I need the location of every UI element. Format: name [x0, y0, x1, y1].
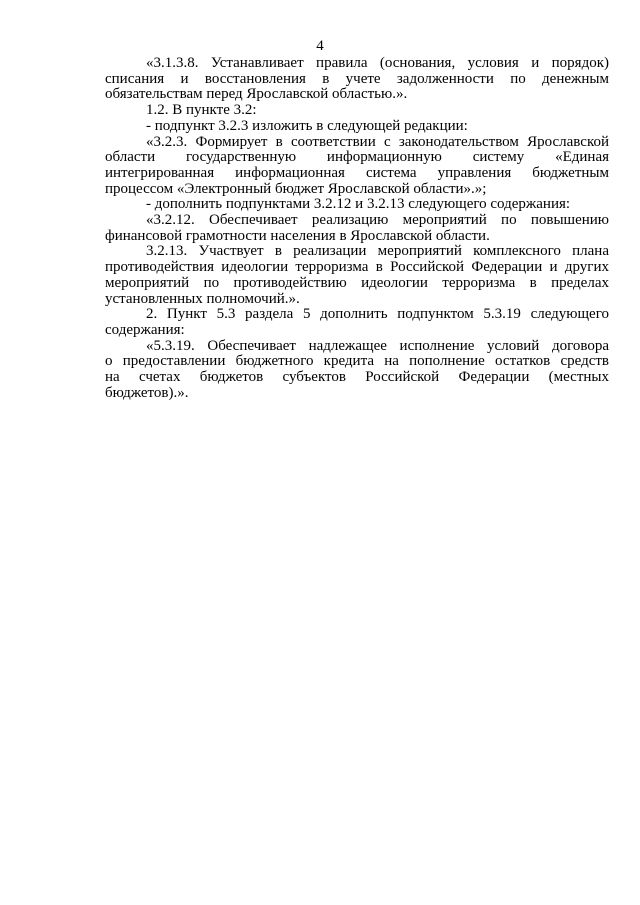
- text-line: «3.1.3.8. Устанавливает правила (основания, условия и порядок): [146, 55, 609, 71]
- text-line: «3.2.12. Обеспечивает реализацию мероприятий по повышению: [146, 212, 609, 229]
- text-line: мероприятий по противодействию идеологии терроризма в пределах: [105, 274, 609, 291]
- document-body: [105, 56, 609, 401]
- text-line: «3.2.3. Формирует в соответствии с законодательством Ярославской: [146, 133, 609, 150]
- paragraph-1-2: [105, 103, 609, 119]
- text-line: области государственную информационную систему «Единая: [105, 149, 609, 166]
- text-line: - дополнить подпунктами 3.2.12 и 3.2.13 следующего содержания:: [146, 196, 571, 213]
- paragraph-3-2-12: [105, 213, 609, 244]
- page-number: 4: [316, 38, 324, 54]
- text-line: «5.3.19. Обеспечивает надлежащее исполнение условий договора: [146, 337, 609, 354]
- text-line: 3.2.13. Участвует в реализации мероприятий комплексного плана: [146, 243, 609, 260]
- text-line: бюджетов).».: [105, 384, 189, 401]
- text-line: содержания:: [105, 321, 185, 338]
- paragraph-3-2-3: [105, 135, 609, 198]
- text-line: процессом «Электронный бюджет Ярославской области».»;: [105, 180, 487, 197]
- text-line: интегрированная информационная система управления бюджетным: [105, 164, 609, 181]
- paragraph-add-subpoints: [105, 197, 609, 213]
- text-line: о предоставлении бюджетного кредита на пополнение остатков средств: [105, 353, 609, 370]
- paragraph-5-3-19: [105, 339, 609, 402]
- text-line: обязательствам перед Ярославской областью.».: [105, 86, 408, 103]
- text-line: 2. Пункт 5.3 раздела 5 дополнить подпунктом 5.3.19 следующего: [146, 306, 609, 323]
- paragraph-3-1-3-8: [105, 56, 609, 103]
- paragraph-3-2-13: [105, 244, 609, 307]
- text-line: финансовой грамотности населения в Ярославской области.: [105, 227, 490, 244]
- paragraph-subpoint-3-2-3-intro: [105, 119, 609, 135]
- paragraph-2: [105, 307, 609, 338]
- text-line: 1.2. В пункте 3.2:: [146, 102, 257, 119]
- text-line: списания и восстановления в учете задолженности по денежным: [105, 70, 609, 87]
- text-line: на счетах бюджетов субъектов Российской Федерации (местных: [105, 369, 609, 386]
- text-line: - подпункт 3.2.3 изложить в следующей редакции:: [146, 117, 468, 134]
- text-line: противодействия идеологии терроризма в Российской Федерации и других: [105, 259, 609, 276]
- text-line: установленных полномочий.».: [105, 290, 300, 307]
